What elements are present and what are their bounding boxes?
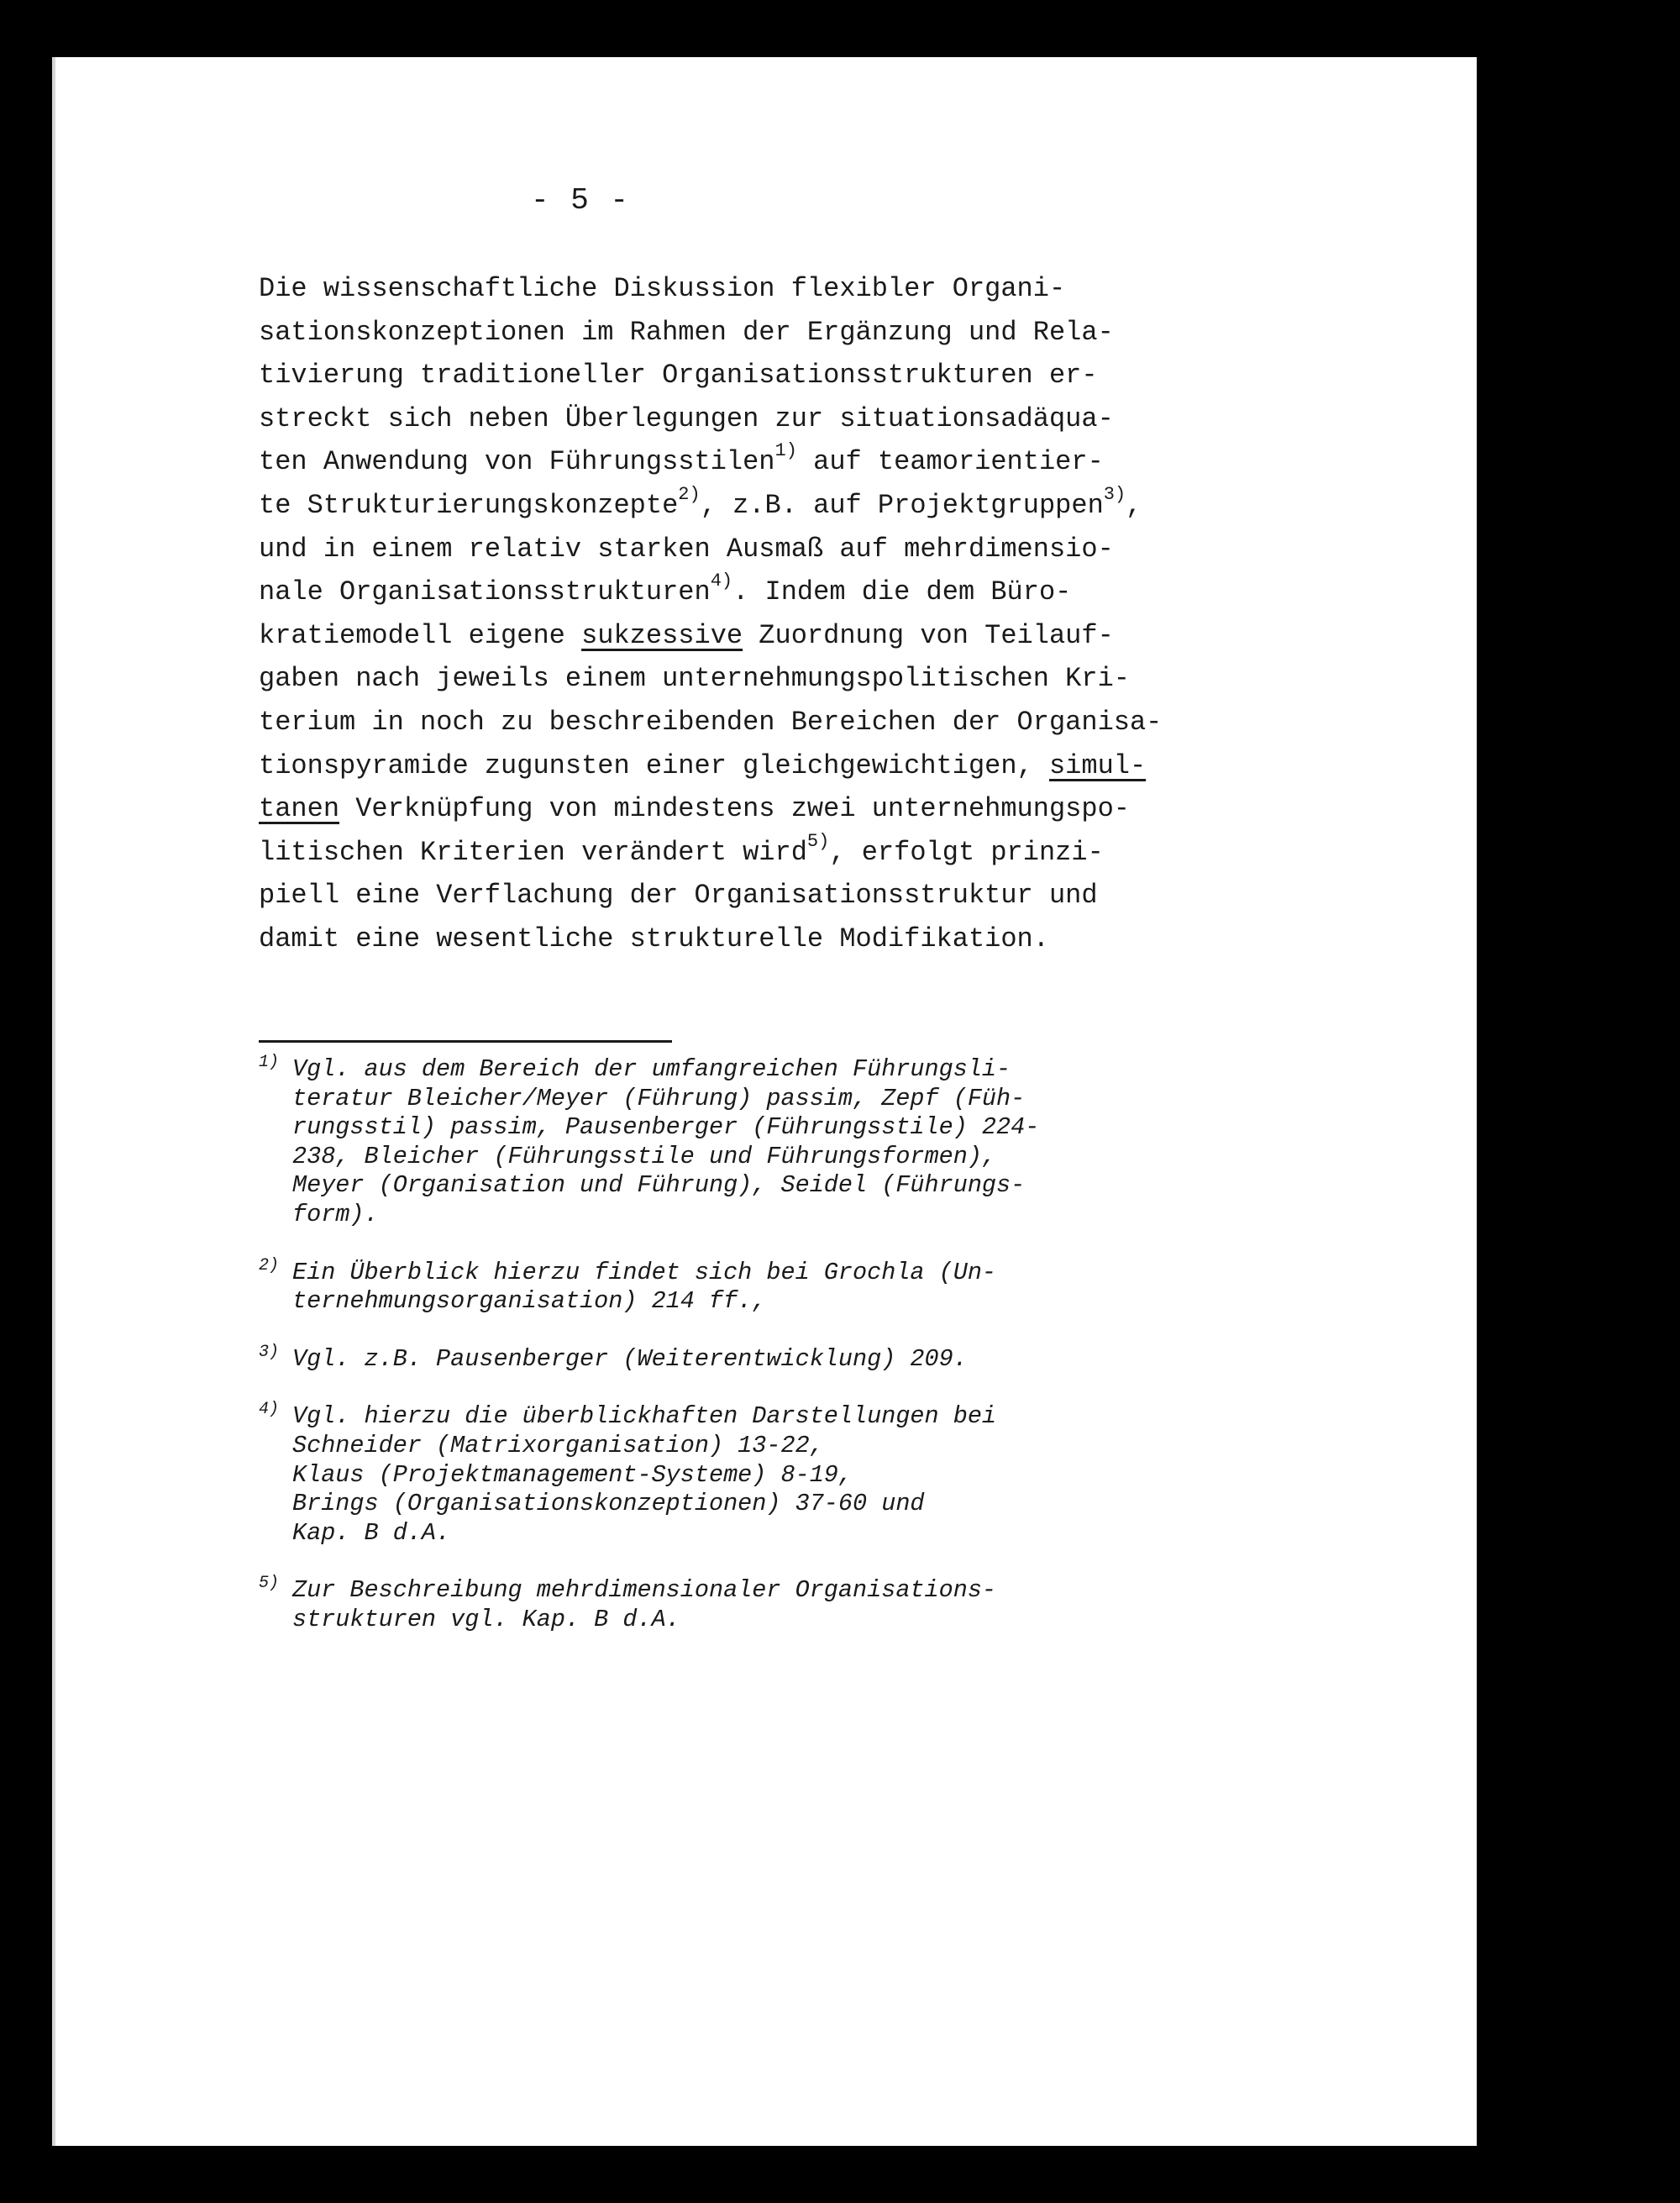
- footnote-line: 238, Bleicher (Führungsstile und Führungsformen),: [292, 1142, 997, 1170]
- paper-left-edge: [52, 57, 55, 2146]
- paragraph-line: gaben nach jeweils einem unternehmungspolitischen Kri-: [259, 663, 1130, 695]
- paragraph-line: tionspyramide zugunsten einer gleichgewichtigen, simul-: [259, 749, 1147, 781]
- paragraph-line: Die wissenschaftliche Diskussion flexibler Organi-: [259, 273, 1066, 304]
- footnote-mark: 5): [259, 1574, 280, 1594]
- paragraph-line: tanen Verknüpfung von mindestens zwei unternehmungspo-: [259, 793, 1130, 825]
- footnote-4: [259, 1402, 1233, 1548]
- footnote-line: strukturen vgl. Kap. B d.A.: [292, 1605, 680, 1633]
- footnote-ref-2: 2): [678, 483, 701, 505]
- underlined-word: simul-: [1048, 749, 1147, 781]
- paragraph-line: kratiemodell eigene sukzessive Zuordnung von Teilauf-: [259, 619, 1114, 651]
- paragraph-line: ten Anwendung von Führungsstilen$^{1)}$ auf teamorientier-: [259, 440, 1104, 478]
- paragraph-line: litischen Kriterien verändert wird$^{5)}$, erfolgt prinzi-: [259, 830, 1104, 868]
- footnote-line: teratur Bleicher/Meyer (Führung) passim, Zepf (Füh-: [292, 1084, 1026, 1112]
- footnote-line: Zur Beschreibung mehrdimensionaler Organisations-: [292, 1576, 997, 1605]
- footnote-line: Vgl. z.B. Pausenberger (Weiterentwicklung) 209.: [292, 1344, 968, 1373]
- footnote-line: Ein Überblick hierzu findet sich bei Grochla (Un-: [292, 1258, 997, 1286]
- footnote-separator: [259, 1040, 672, 1043]
- paragraph-line: streckt sich neben Überlegungen zur situationsadäqua-: [259, 402, 1114, 434]
- paragraph-line: piell eine Verflachung der Organisationsstruktur und: [259, 880, 1098, 912]
- footnote-line: Klaus (Projektmanagement-Systeme) 8-19,: [292, 1460, 853, 1489]
- page-number: - 5 -: [531, 183, 631, 218]
- underlined-word: tanen: [259, 793, 340, 825]
- paragraph-line: te Strukturierungskonzepte$^{2)}$, z.B. auf Projektgruppen$^{3)}$,: [259, 483, 1142, 521]
- footnote-line: Vgl. hierzu die überblickhaften Darstellungen bei: [292, 1402, 997, 1431]
- footnote-mark: 3): [259, 1342, 280, 1362]
- paragraph-line: und in einem relativ starken Ausmaß auf mehrdimensio-: [259, 533, 1114, 565]
- footnote-ref-5: 5): [806, 830, 830, 852]
- footnote-mark: 1): [259, 1053, 280, 1072]
- footnote-3: [259, 1342, 1233, 1375]
- paragraph-line: tivierung traditioneller Organisationsstrukturen er-: [259, 360, 1098, 392]
- footnote-ref-3: 3): [1103, 483, 1126, 505]
- paragraph-line: terium in noch zu beschreibenden Bereichen der Organisa-: [259, 706, 1163, 738]
- footnote-mark: 4): [259, 1400, 280, 1420]
- footnotes: [259, 1055, 1233, 1664]
- footnote-2: [259, 1255, 1233, 1317]
- footnote-line: Brings (Organisationskonzeptionen) 37-60 und: [292, 1490, 925, 1518]
- main-paragraph: [259, 267, 1233, 961]
- footnote-line: Meyer (Organisation und Führung), Seidel (Führungs-: [292, 1171, 1026, 1200]
- footnote-line: form).: [292, 1200, 379, 1228]
- footnote-1: [259, 1055, 1233, 1230]
- footnote-line: Vgl. aus dem Bereich der umfangreichen Führungsli-: [292, 1055, 1011, 1083]
- footnote-line: rungsstil) passim, Pausenberger (Führungsstile) 224-: [292, 1113, 1040, 1142]
- paragraph-line: sationskonzeptionen im Rahmen der Ergänzung und Rela-: [259, 316, 1114, 348]
- footnote-ref-4: 4): [710, 570, 733, 592]
- footnote-line: ternehmungsorganisation) 214 ff.,: [292, 1287, 767, 1316]
- footnote-line: Kap. B d.A.: [292, 1518, 451, 1547]
- footnote-5: [259, 1576, 1233, 1634]
- footnote-line: Schneider (Matrixorganisation) 13-22,: [292, 1431, 824, 1459]
- underlined-word: sukzessive: [581, 619, 743, 651]
- footnote-mark: 2): [259, 1255, 280, 1275]
- paragraph-line: damit eine wesentliche strukturelle Modifikation.: [259, 923, 1049, 954]
- footnote-ref-1: 1): [774, 440, 797, 462]
- paragraph-line: nale Organisationsstrukturen$^{4)}$. Indem die dem Büro-: [259, 570, 1072, 608]
